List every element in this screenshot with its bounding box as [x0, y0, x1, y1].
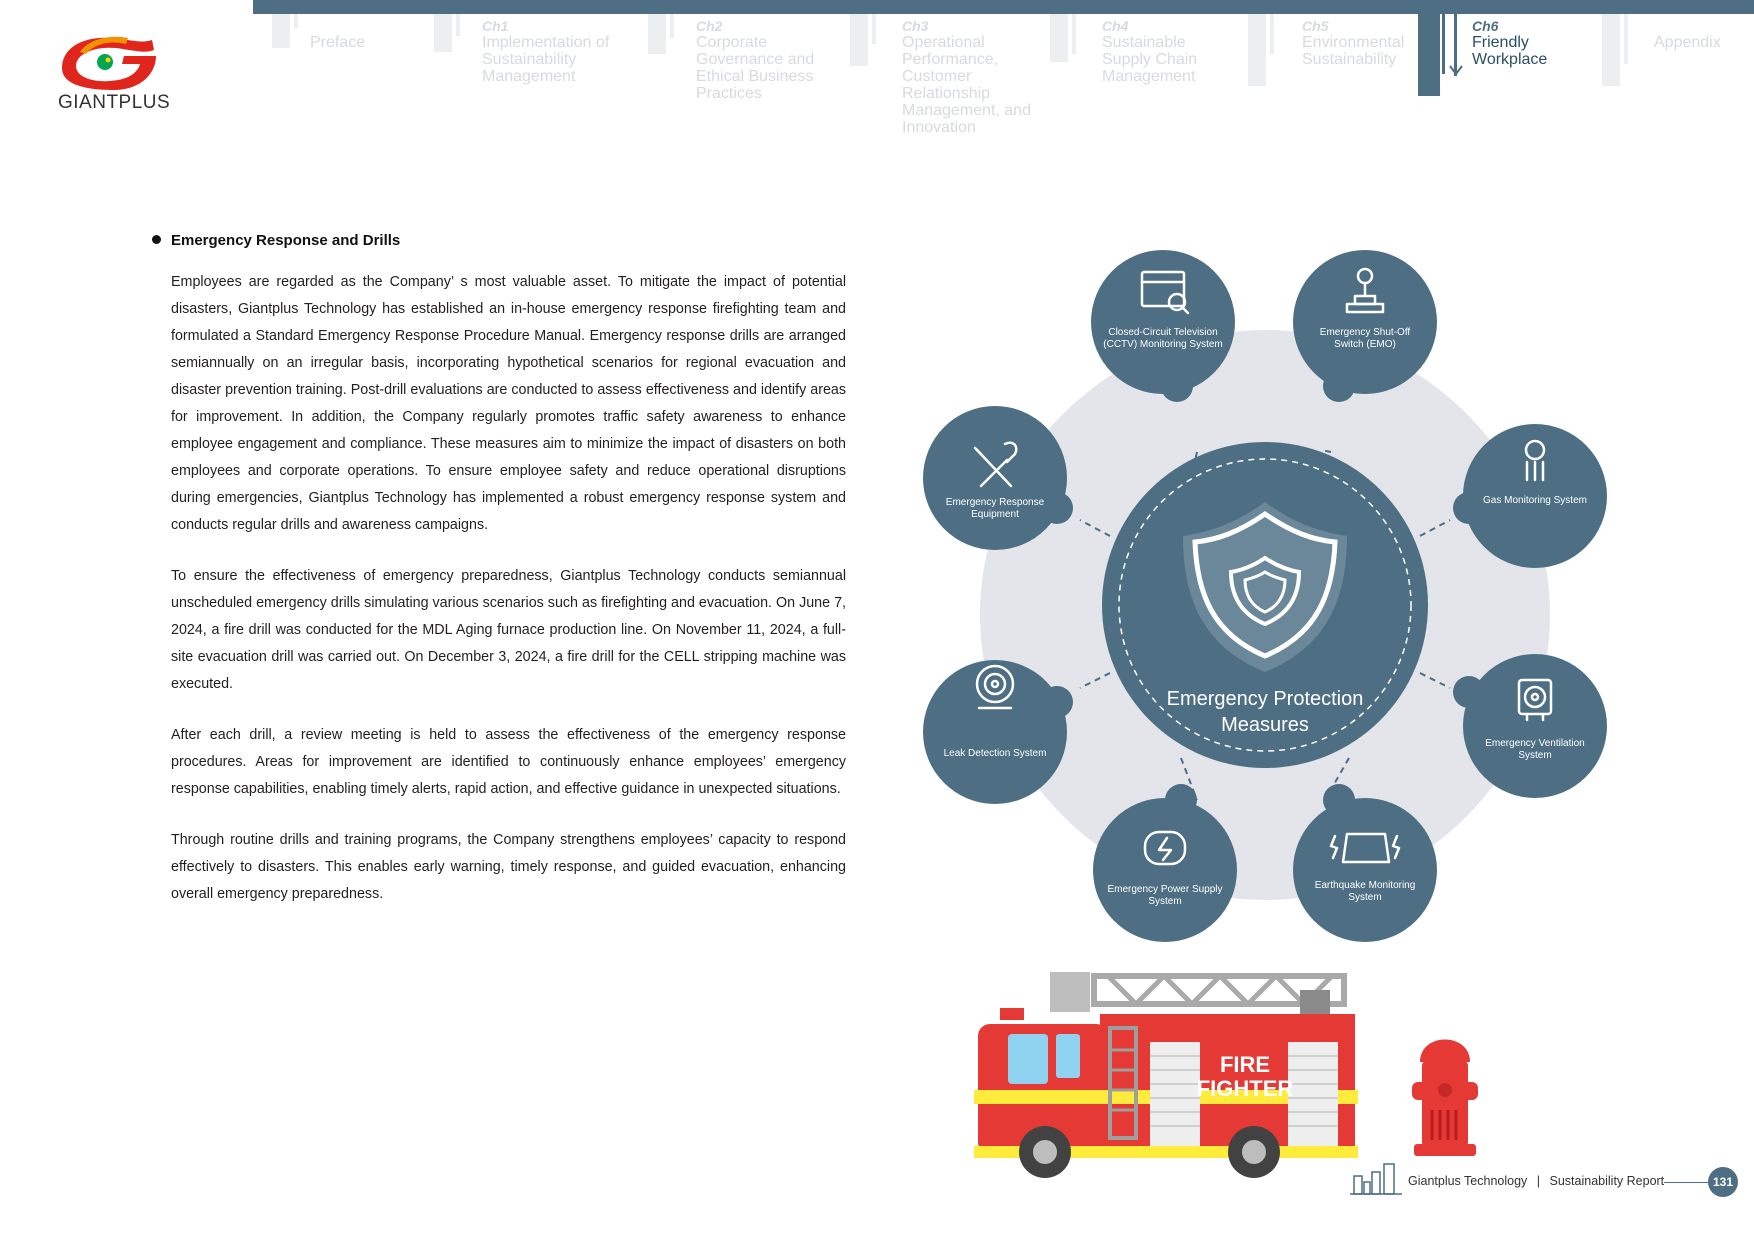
hydrant-icon	[1412, 1040, 1478, 1157]
footer	[1350, 1160, 1740, 1200]
node-label-leak: Leak Detection System	[943, 748, 1047, 759]
tab-chapter: Ch1	[482, 18, 509, 34]
truck-text-1: FIRE	[1219, 1052, 1271, 1077]
tab-chapter: Ch4	[1102, 18, 1129, 34]
node-label-cctv: Closed-Circuit Television (CCTV) Monitoring System	[1103, 327, 1223, 350]
node-label-emo: Emergency Shut-Off Switch (EMO)	[1319, 327, 1411, 350]
node-label-ventilation: Emergency Ventilation System	[1485, 738, 1585, 761]
tab-preface[interactable]	[268, 14, 408, 144]
active-tab-marker	[1418, 14, 1440, 96]
paragraph: To ensure the effectiveness of emergency preparedness, Giantplus Technology conducts semiannual unscheduled emergency drills simulating various scenarios such as firefighting and evacuation. On June 7, 2024, a fire drill was conducted for the MDL Aging furnace production line. On November 11, 2024, a full-site evacuation drill was carried out. On December 3, 2024, a fire drill for the CELL stripping machine was executed.	[171, 568, 846, 692]
tab-ch4[interactable]	[1048, 14, 1238, 144]
tab-chapter: Ch6	[1472, 18, 1499, 34]
bullet-icon	[152, 235, 161, 244]
tab-ch5[interactable]	[1246, 14, 1416, 144]
tab-chapter: Ch3	[902, 18, 929, 34]
footer-separator: |	[1536, 1174, 1541, 1188]
footer-text	[1408, 1174, 1664, 1188]
footer-line	[1664, 1182, 1708, 1183]
tab-chapter: Ch2	[696, 18, 723, 34]
tab-ch6[interactable]	[1440, 14, 1580, 144]
tab-title: Corporate Governance and Ethical Business Practices	[696, 34, 815, 102]
tab-title: Sustainable Supply Chain Management	[1102, 34, 1198, 85]
buildings-icon	[1350, 1160, 1402, 1196]
tab-ch2[interactable]	[644, 14, 834, 144]
logo	[56, 30, 171, 120]
tab-ch3[interactable]	[848, 14, 1048, 144]
tab-title: Preface	[310, 34, 366, 51]
paragraph: Employees are regarded as the Company’ s most valuable asset. To mitigate the impact of potential disasters, Giantplus Technology has established an in-house emergency response firefighting team and formulated a Standard Emergency Response Procedure Manual. Emergency response drills are arranged semiannually on an irregular basis, incorporating hypothetical scenarios for regional evacuation and disaster prevention training. Post-drill evaluations are conducted to assess effectiveness and identify areas for improvement. In addition, the Company regularly promotes traffic safety awareness to enhance employee engagement and compliance. These measures aim to minimize the impact of disasters on both employees and corporate operations. To ensure employee safety and reduce operational disruptions during emergencies, Giantplus Technology has implemented a robust emergency response system and conducts regular drills and awareness campaigns.	[171, 274, 846, 533]
page-number: 131	[1708, 1167, 1738, 1197]
node-label-gas: Gas Monitoring System	[1483, 495, 1587, 506]
body-text	[171, 269, 846, 932]
tab-title: Friendly Workplace	[1472, 34, 1548, 68]
node-label-power: Emergency Power Supply System	[1107, 884, 1223, 907]
tab-title: Appendix	[1654, 34, 1721, 51]
top-bar	[253, 0, 1754, 14]
fire-truck-icon	[970, 970, 1490, 1180]
fire-truck-illustration	[970, 970, 1490, 1185]
footer-report: Sustainability Report	[1549, 1174, 1665, 1188]
truck-text-2: FIGHTER	[1196, 1076, 1294, 1101]
tab-ch1[interactable]	[430, 14, 620, 144]
tab-title: Implementation of Sustainability Management	[482, 34, 610, 85]
tab-chapter: Ch5	[1302, 18, 1329, 34]
paragraph: Through routine drills and training programs, the Company strengthens employees’ capacity to respond effectively to disasters. This enables early warning, timely response, and guided evacuation, enhancing overall emergency preparedness.	[171, 832, 846, 902]
node-label-equipment: Emergency Response Equipment	[945, 497, 1045, 520]
logo-text: GIANTPLUS	[58, 92, 171, 113]
footer-company: Giantplus Technology	[1408, 1174, 1528, 1188]
node-label-earthquake: Earthquake Monitoring System	[1314, 880, 1416, 903]
center-label: Emergency Protection Measures	[1166, 688, 1364, 736]
section-heading: Emergency Response and Drills	[152, 232, 400, 249]
emergency-measures-diagram	[915, 240, 1615, 960]
paragraph: After each drill, a review meeting is held to assess the effectiveness of the emergency response procedures. Areas for improvement are identified to continuously enhance employees’ emergency response capabilities, enabling timely alerts, rapid action, and effective guidance in unexpected situations.	[171, 727, 846, 797]
tab-title: Environmental Sustainability	[1302, 34, 1405, 68]
diagram-graphic	[915, 240, 1615, 960]
tab-title: Operational Performance, Customer Relationship Management, and Innovation	[902, 34, 1031, 136]
tab-appendix[interactable]	[1600, 14, 1740, 144]
